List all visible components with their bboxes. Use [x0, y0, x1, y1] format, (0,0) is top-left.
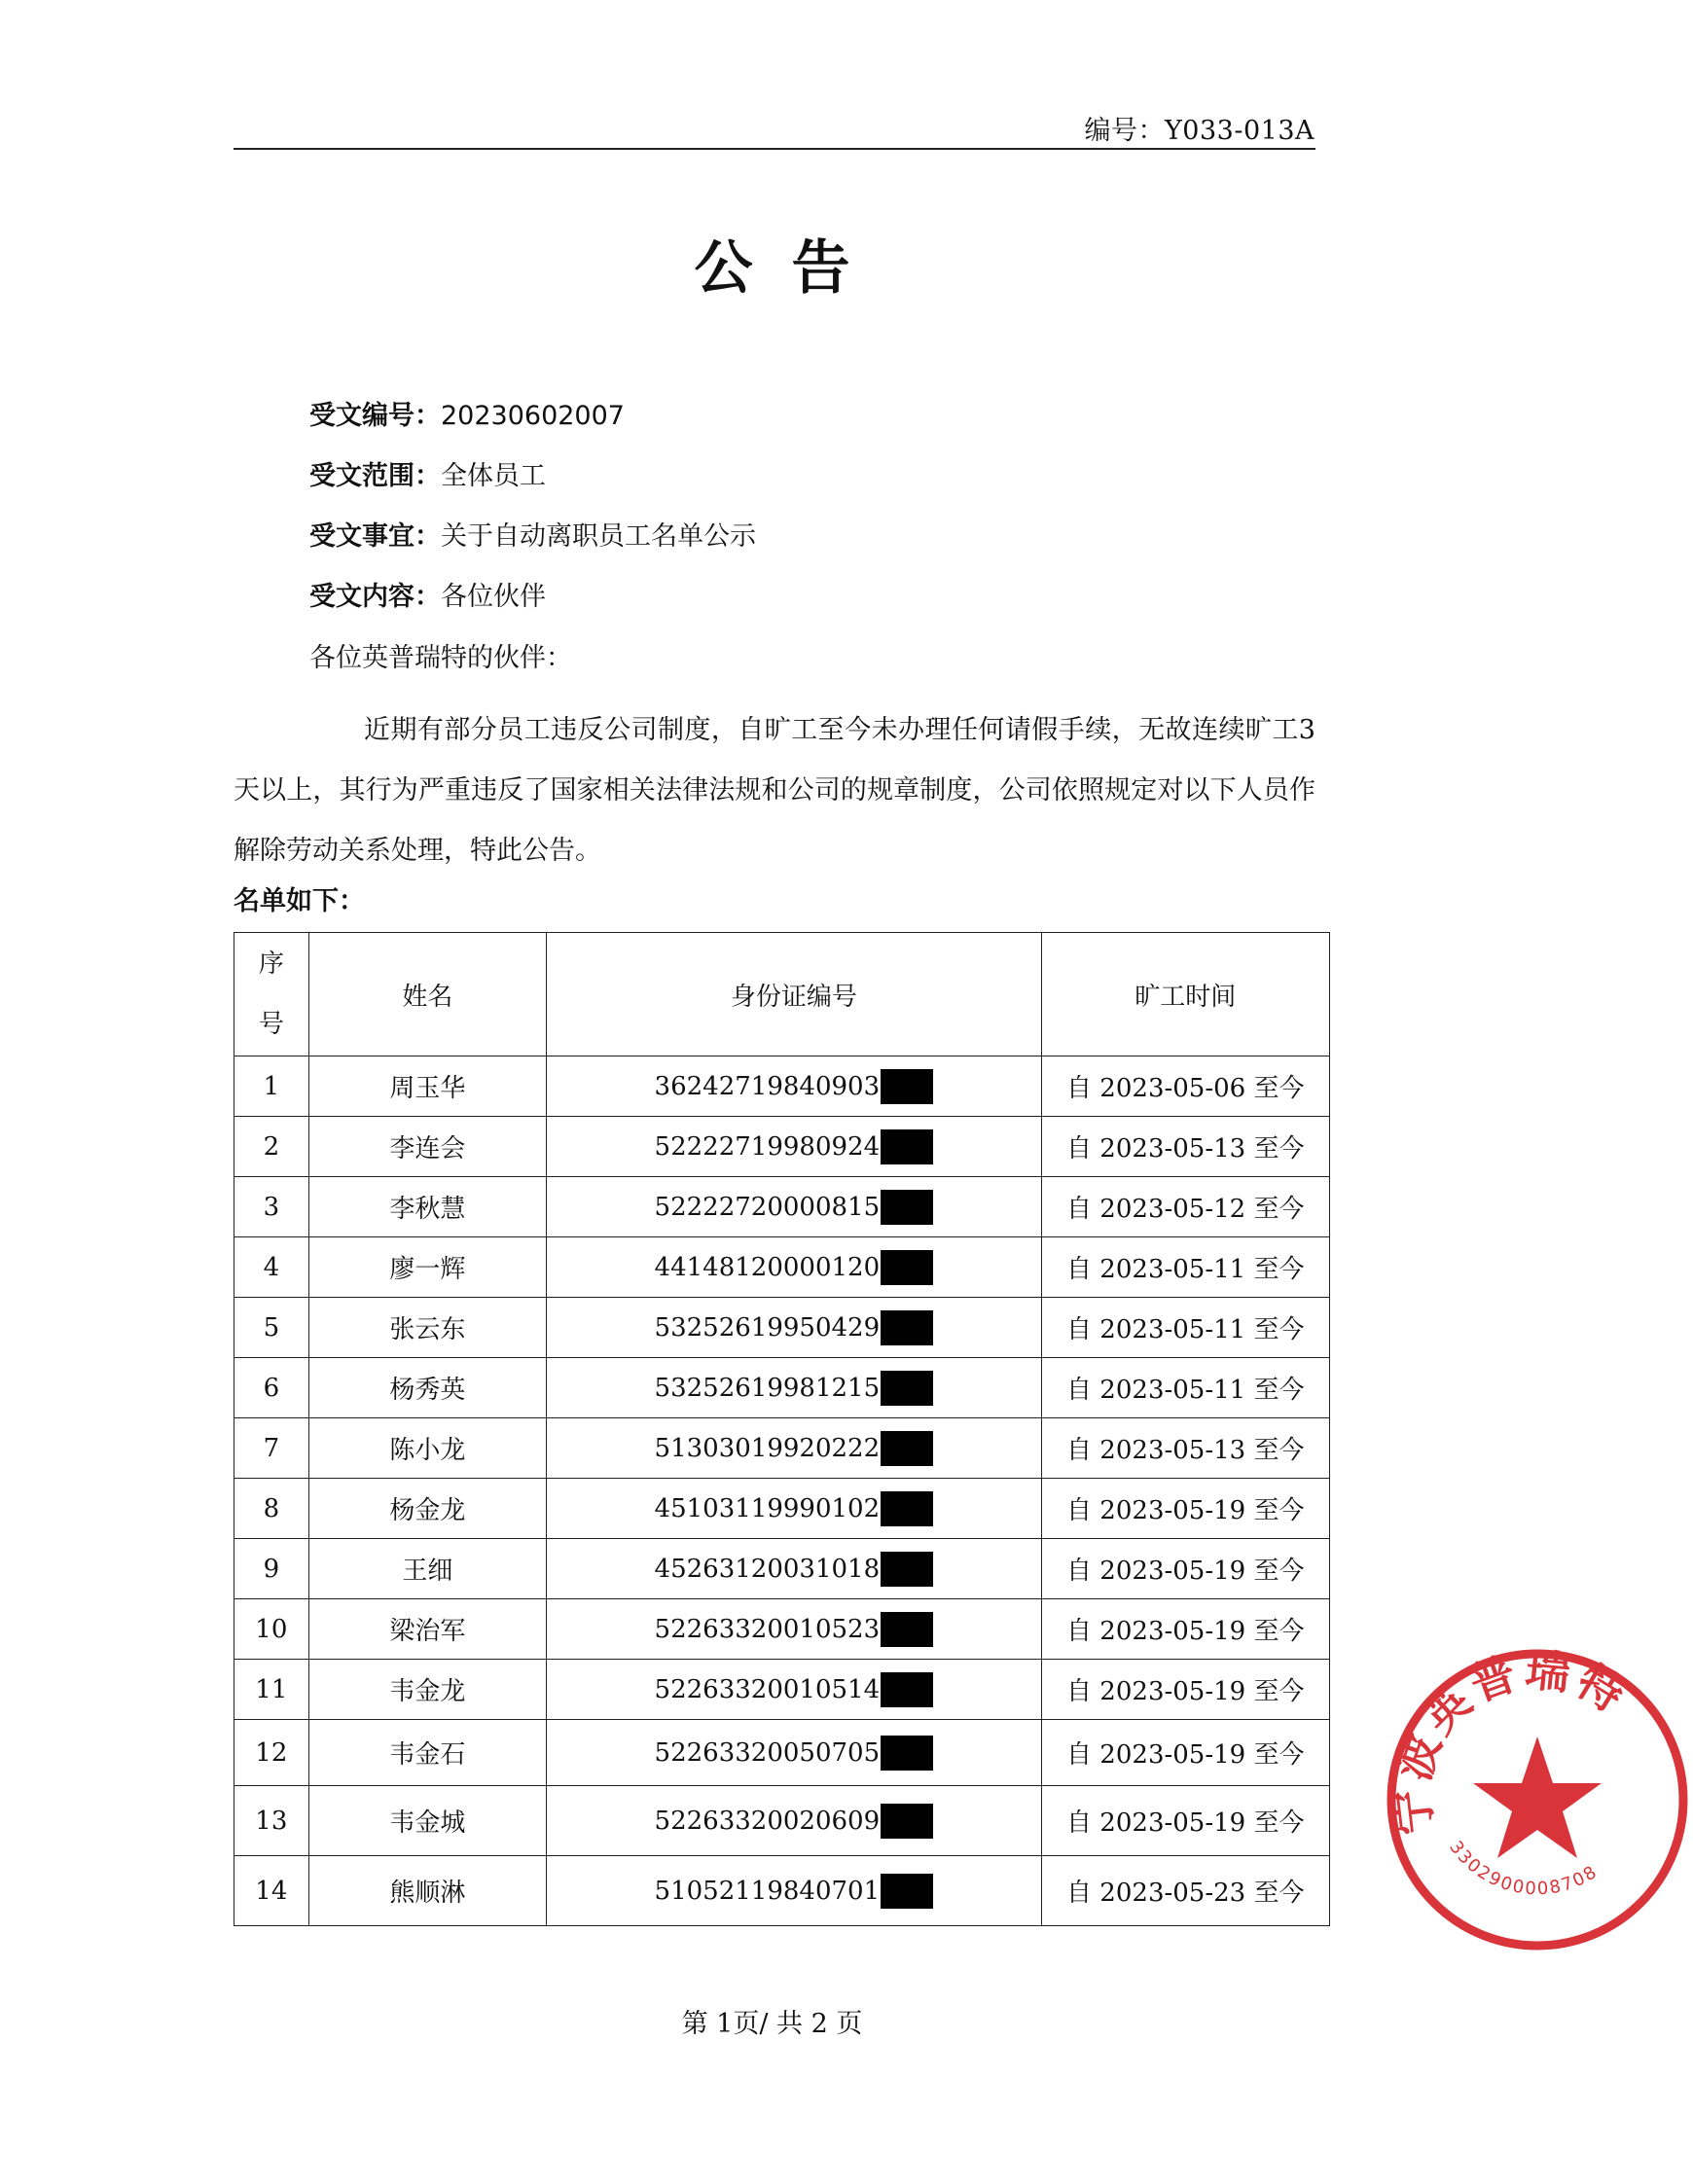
- table-row: [234, 1237, 1330, 1298]
- id-number-text: 51052119840701: [654, 1876, 881, 1906]
- meta-row-subject: [309, 518, 756, 556]
- cell-no: 13: [234, 1786, 309, 1856]
- cell-no: 7: [234, 1418, 309, 1479]
- cell-absence-time: 自 2023-05-06 至今: [1041, 1056, 1329, 1117]
- meta-row-content: [309, 578, 546, 617]
- page-title: 公告: [694, 234, 889, 303]
- id-number-text: 52222720000815: [654, 1192, 881, 1222]
- table-row: [234, 1539, 1330, 1599]
- cell-name: 张云东: [308, 1298, 546, 1358]
- id-number-text: 52263320020609: [654, 1806, 881, 1836]
- meta-row-scope: [309, 457, 546, 496]
- redaction-block: [881, 1310, 933, 1345]
- id-number-text: 53252619950429: [654, 1312, 881, 1343]
- table-row: [234, 1418, 1330, 1479]
- redaction-block: [881, 1491, 933, 1526]
- id-number-text: 52263320010523: [654, 1614, 881, 1644]
- cell-no: 12: [234, 1720, 309, 1786]
- table-row: [234, 1056, 1330, 1117]
- cell-id: [547, 1117, 1041, 1177]
- list-title: 名单如下：: [234, 886, 365, 916]
- redaction-block: [881, 1612, 933, 1647]
- roster-table: [234, 932, 1330, 1926]
- cell-absence-time: 自 2023-05-19 至今: [1041, 1720, 1329, 1786]
- cell-no: 4: [234, 1237, 309, 1298]
- cell-id: [547, 1418, 1041, 1479]
- cell-absence-time: 自 2023-05-11 至今: [1041, 1358, 1329, 1418]
- redaction-block: [881, 1371, 933, 1406]
- id-number-text: 52263320050705: [654, 1737, 881, 1768]
- cell-absence-time: 自 2023-05-11 至今: [1041, 1237, 1329, 1298]
- table-body: [234, 1056, 1330, 1926]
- cell-absence-time: 自 2023-05-11 至今: [1041, 1298, 1329, 1358]
- cell-id: [547, 1786, 1041, 1856]
- cell-no: 6: [234, 1358, 309, 1418]
- cell-name: 梁治军: [308, 1599, 546, 1660]
- cell-id: [547, 1539, 1041, 1599]
- meta-value: 20230602007: [441, 401, 625, 431]
- cell-id: [547, 1720, 1041, 1786]
- cell-name: 周玉华: [308, 1056, 546, 1117]
- cell-name: 廖一辉: [308, 1237, 546, 1298]
- cell-id: [547, 1298, 1041, 1358]
- meta-value: 各位伙伴: [441, 582, 546, 612]
- cell-no: 5: [234, 1298, 309, 1358]
- id-number-text: 45263120031018: [654, 1554, 881, 1584]
- header-name: 姓名: [308, 933, 546, 1056]
- cell-absence-time: 自 2023-05-19 至今: [1041, 1599, 1329, 1660]
- table-row: [234, 1786, 1330, 1856]
- redaction-block: [881, 1874, 933, 1909]
- table-row: [234, 1117, 1330, 1177]
- meta-value: 全体员工: [441, 461, 546, 491]
- table-row: [234, 1660, 1330, 1720]
- document-number: 编号：Y033-013A: [1084, 116, 1315, 146]
- id-number-text: 36242719840903: [654, 1071, 881, 1101]
- cell-id: [547, 1056, 1041, 1117]
- cell-absence-time: 自 2023-05-13 至今: [1041, 1117, 1329, 1177]
- id-number-text: 52263320010514: [654, 1674, 881, 1704]
- meta-row-number: [309, 397, 625, 436]
- cell-id: [547, 1237, 1041, 1298]
- cell-id: [547, 1177, 1041, 1237]
- cell-name: 熊顺淋: [308, 1856, 546, 1926]
- greeting: 各位英普瑞特的伙伴：: [309, 643, 572, 673]
- meta-label: 受文范围：: [309, 461, 441, 491]
- cell-id: [547, 1479, 1041, 1539]
- header-rule: [234, 148, 1315, 150]
- redaction-block: [881, 1431, 933, 1466]
- redaction-block: [881, 1552, 933, 1587]
- cell-absence-time: 自 2023-05-19 至今: [1041, 1786, 1329, 1856]
- cell-no: 14: [234, 1856, 309, 1926]
- cell-absence-time: 自 2023-05-19 至今: [1041, 1479, 1329, 1539]
- svg-text:3302900008708: [1445, 1838, 1602, 1900]
- id-number-text: 53252619981215: [654, 1373, 881, 1403]
- cell-name: 杨金龙: [308, 1479, 546, 1539]
- cell-id: [547, 1358, 1041, 1418]
- company-seal: [1382, 1644, 1693, 1955]
- header-id: 身份证编号: [547, 933, 1041, 1056]
- cell-name: 杨秀英: [308, 1358, 546, 1418]
- table-row: [234, 1720, 1330, 1786]
- cell-name: 陈小龙: [308, 1418, 546, 1479]
- table-header-row: [234, 933, 1330, 1056]
- redaction-block: [881, 1672, 933, 1707]
- meta-label: 受文编号：: [309, 401, 441, 431]
- id-number-text: 44148120000120: [654, 1252, 881, 1282]
- cell-name: 韦金龙: [308, 1660, 546, 1720]
- redaction-block: [881, 1736, 933, 1771]
- cell-no: 8: [234, 1479, 309, 1539]
- seal-text: 宁波英普瑞特: [1385, 1644, 1637, 1838]
- cell-no: 1: [234, 1056, 309, 1117]
- seal-number: 3302900008708: [1445, 1837, 1603, 1900]
- meta-label: 受文事宜：: [309, 521, 441, 552]
- redaction-block: [881, 1129, 933, 1164]
- cell-id: [547, 1599, 1041, 1660]
- id-number-text: 45103119990102: [654, 1493, 881, 1523]
- cell-absence-time: 自 2023-05-13 至今: [1041, 1418, 1329, 1479]
- redaction-block: [881, 1069, 933, 1104]
- id-number-text: 52222719980924: [654, 1131, 881, 1162]
- cell-absence-time: 自 2023-05-23 至今: [1041, 1856, 1329, 1926]
- cell-absence-time: 自 2023-05-19 至今: [1041, 1660, 1329, 1720]
- cell-no: 10: [234, 1599, 309, 1660]
- cell-name: 李秋慧: [308, 1177, 546, 1237]
- redaction-block: [881, 1250, 933, 1285]
- table-row: [234, 1599, 1330, 1660]
- cell-absence-time: 自 2023-05-19 至今: [1041, 1539, 1329, 1599]
- meta-value: 关于自动离职员工名单公示: [441, 521, 756, 552]
- redaction-block: [881, 1190, 933, 1225]
- cell-name: 王细: [308, 1539, 546, 1599]
- cell-no: 11: [234, 1660, 309, 1720]
- cell-id: [547, 1856, 1041, 1926]
- table-row: [234, 1479, 1330, 1539]
- header-time: 旷工时间: [1041, 933, 1329, 1056]
- cell-no: 2: [234, 1117, 309, 1177]
- meta-label: 受文内容：: [309, 582, 441, 612]
- table-row: [234, 1856, 1330, 1926]
- cell-no: 3: [234, 1177, 309, 1237]
- id-number-text: 51303019920222: [654, 1433, 881, 1463]
- table-row: [234, 1177, 1330, 1237]
- page-footer: 第 1页/ 共 2 页: [681, 2009, 863, 2039]
- table-row: [234, 1358, 1330, 1418]
- cell-name: 李连会: [308, 1117, 546, 1177]
- cell-id: [547, 1660, 1041, 1720]
- cell-absence-time: 自 2023-05-12 至今: [1041, 1177, 1329, 1237]
- redaction-block: [881, 1804, 933, 1839]
- cell-name: 韦金城: [308, 1786, 546, 1856]
- header-no: 序号: [234, 933, 309, 1056]
- body-paragraph: 近期有部分员工违反公司制度，自旷工至今未办理任何请假手续，无故连续旷工3天以上，其行为严重违反了国家相关法律法规和公司的规章制度，公司依照规定对以下人员作解除劳动关系处理，特此公告。: [234, 715, 1315, 866]
- cell-no: 9: [234, 1539, 309, 1599]
- table-row: [234, 1298, 1330, 1358]
- cell-name: 韦金石: [308, 1720, 546, 1786]
